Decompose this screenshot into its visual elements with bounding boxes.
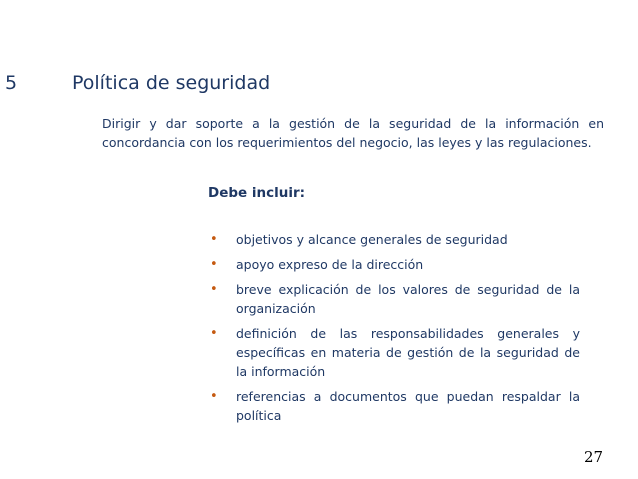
section-title: Política de seguridad (72, 72, 271, 94)
bullet-icon: • (210, 326, 218, 341)
bullet-icon: • (210, 282, 218, 297)
page-number: 27 (584, 448, 604, 466)
list-item (208, 230, 580, 249)
subheading: Debe incluir: (208, 185, 306, 201)
list-item (208, 280, 580, 318)
bullet-icon: • (210, 389, 218, 404)
list-item (208, 324, 580, 381)
bullet-icon: • (210, 257, 218, 272)
list-item-text: apoyo expreso de la dirección (236, 257, 424, 272)
section-intro: Dirigir y dar soporte a la gestión de la seguridad de la información en concordancia con los requerimientos del negocio, las leyes y las regulaciones. (102, 116, 604, 150)
list-item-text: objetivos y alcance generales de seguridad (236, 232, 508, 247)
bullet-icon: • (210, 232, 218, 247)
list-item-text: referencias a documentos que puedan respaldar la política (236, 389, 580, 423)
list-item (208, 255, 580, 274)
bullet-list (208, 230, 580, 431)
list-item-text: definición de las responsabilidades generales y específicas en materia de gestión de la seguridad de la información (236, 326, 580, 379)
list-item-text: breve explicación de los valores de seguridad de la organización (236, 282, 580, 316)
section-number: 5 (5, 72, 18, 94)
list-item (208, 387, 580, 425)
